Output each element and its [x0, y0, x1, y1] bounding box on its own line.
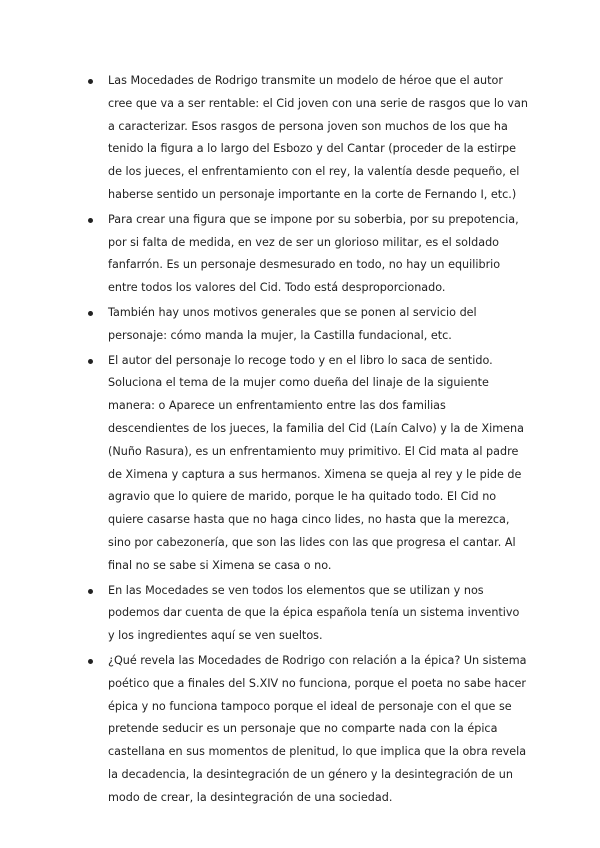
- list-item-text: ¿Qué revela las Mocedades de Rodrigo con relación a la épica? Un sistema poético que a finales del S.XIV no funciona, porque el poeta no sabe hacer épica y no funciona tampoco porque el ideal de personaje con el que se pretende seducir es un personaje que no comparte nada con la épica castellana en sus momentos de plenitud, lo que implica que la obra revela la decadencia, la desintegración de un género y la desintegración de un modo de crear, la desintegración de una sociedad.: [108, 653, 527, 804]
- list-item-text: El autor del personaje lo recoge todo y en el libro lo saca de sentido. Soluciona el tema de la mujer como dueña del linaje de la siguiente manera: o Aparece un enfrentamiento entre las dos familias descendientes de los jueces, la familia del Cid (Laín Calvo) y la de Ximena (Nuño Rasura), es un enfrentamiento muy primitivo. El Cid mata al padre de Ximena y captura a sus hermanos. Ximena se queja al rey y le pide de agravio que lo quiere de marido, porque le ha quitado todo. El Cid no quiere casarse hasta que no haga cinco lides, no hasta que la merezca, sino por cabezonería, que son las lides con las que progresa el cantar. Al final no se sabe si Ximena se casa o no.: [108, 353, 524, 572]
- list-item: [88, 209, 528, 300]
- list-item-text: En las Mocedades se ven todos los elementos que se utilizan y nos podemos dar cuenta de que la épica española tenía un sistema inventivo y los ingredientes aquí se ven sueltos.: [108, 583, 520, 643]
- list-item: [88, 302, 528, 348]
- list-item-text: Para crear una figura que se impone por su soberbia, por su prepotencia, por si falta de medida, en vez de ser un glorioso militar, es el soldado fanfarrón. Es un personaje desmesurado en todo, no hay un equilibrio entre todos los valores del Cid. Todo está desproporcionado.: [108, 212, 519, 295]
- bullet-dot-icon: [88, 589, 93, 594]
- bullet-dot-icon: [88, 79, 93, 84]
- list-item: [88, 650, 528, 810]
- bullet-dot-icon: [88, 218, 93, 223]
- bullet-list: [88, 70, 528, 812]
- bullet-dot-icon: [88, 659, 93, 664]
- list-item-text: Las Mocedades de Rodrigo transmite un modelo de héroe que el autor cree que va a ser rentable: el Cid joven con una serie de rasgos que lo van a caracterizar. Esos rasgos de persona joven son muchos de los que ha tenido la figura a lo largo del Esbozo y del Cantar (proceder de la estirpe de los jueces, el enfrentamiento con el rey, la valentía desde pequeño, el haberse sentido un personaje importante en la corte de Fernando I, etc.): [108, 74, 528, 201]
- list-item: [88, 350, 528, 578]
- bullet-dot-icon: [88, 311, 93, 316]
- list-item-text: También hay unos motivos generales que se ponen al servicio del personaje: cómo manda la mujer, la Castilla fundacional, etc.: [108, 305, 477, 342]
- list-item: [88, 580, 528, 648]
- bullet-dot-icon: [88, 359, 93, 364]
- list-item: [88, 70, 528, 207]
